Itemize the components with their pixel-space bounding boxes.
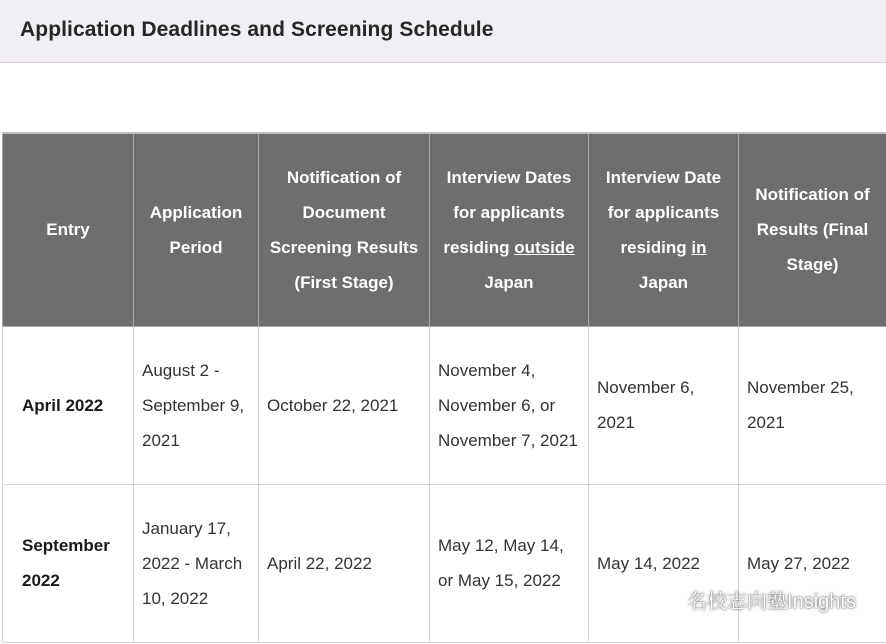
cell-interview-in: November 6, 2021	[589, 326, 739, 484]
table-row	[3, 484, 886, 642]
cell-interview-in: May 14, 2022	[589, 484, 739, 642]
header-interview-in: Interview Date for applicants residing in Japan	[589, 133, 739, 326]
header-application-period: Application Period	[134, 133, 259, 326]
cell-application-period: August 2 - September 9, 2021	[134, 326, 259, 484]
header-entry: Entry	[3, 133, 134, 326]
table-row	[3, 326, 886, 484]
cell-interview-outside: November 4, November 6, or November 7, 2021	[430, 326, 589, 484]
header-notification-document: Notification of Document Screening Results (First Stage)	[259, 133, 430, 326]
table-header-row	[3, 133, 886, 326]
cell-application-period: January 17, 2022 - March 10, 2022	[134, 484, 259, 642]
cell-notification-final: November 25, 2021	[739, 326, 886, 484]
cell-entry: September 2022	[3, 484, 134, 642]
watermark	[651, 584, 856, 614]
cell-interview-outside: May 12, May 14, or May 15, 2022	[430, 484, 589, 642]
cell-notification-final: May 27, 2022	[739, 484, 886, 642]
wechat-icon	[651, 584, 687, 614]
watermark-text: 名校志向塾Insights	[687, 590, 856, 613]
header-interview-outside: Interview Dates for applicants residing outside Japan	[430, 133, 589, 326]
title-bar	[0, 0, 886, 63]
page-title: Application Deadlines and Screening Schedule	[20, 18, 494, 41]
header-notification-final: Notification of Results (Final Stage)	[739, 133, 886, 326]
cell-notification-document: October 22, 2021	[259, 326, 430, 484]
cell-entry: April 2022	[3, 326, 134, 484]
schedule-table	[2, 132, 886, 643]
cell-notification-document: April 22, 2022	[259, 484, 430, 642]
